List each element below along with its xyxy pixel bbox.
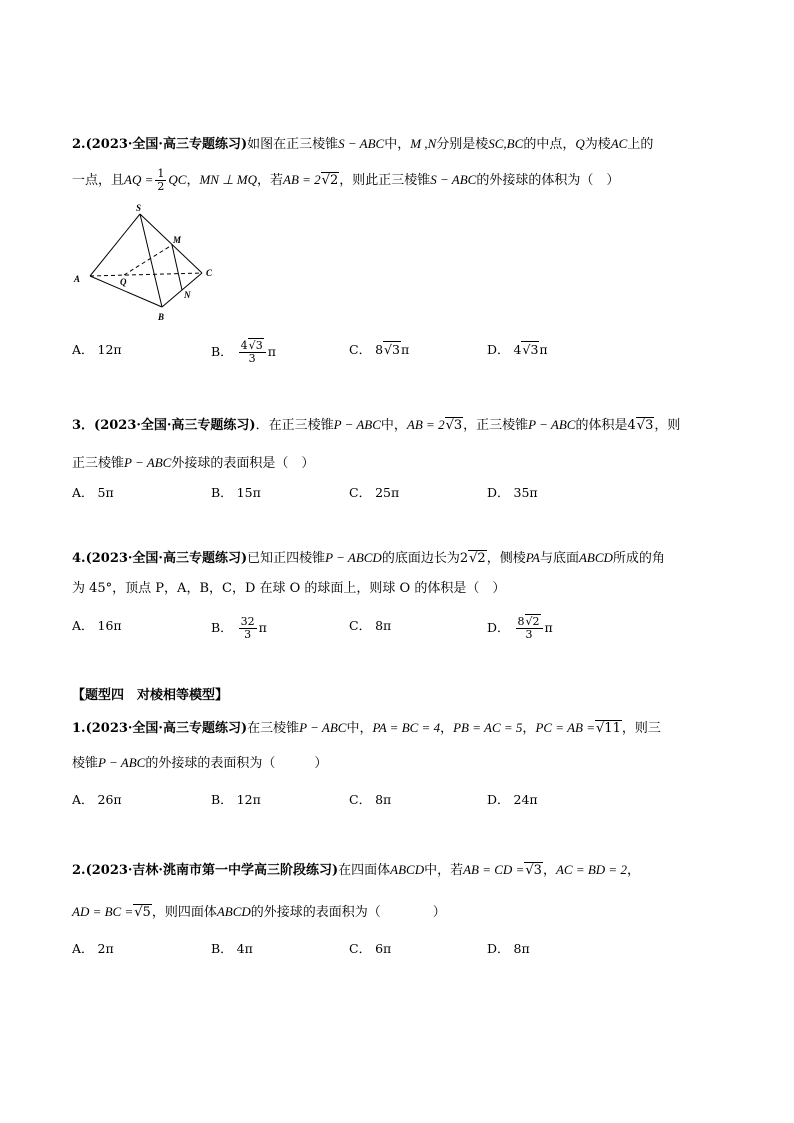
q3-line-1: 3．(2023·全国·高三专题练习)．在正三棱锥P − ABC中，AB = 2√3，正三棱锥P − ABC的体积是4√3，则 [72, 417, 681, 433]
label-M: M [173, 235, 182, 245]
q3-option-d[interactable]: D． 35π [487, 485, 538, 500]
s1-option-b[interactable]: B． 12π [211, 792, 261, 807]
label-Q: Q [120, 277, 127, 287]
s1-option-a[interactable]: A． 26π [72, 792, 122, 807]
q4-line-2: 为 45°，顶点 P，A，B，C，D 在球 O 的球面上，则球 O 的体积是（ ） [72, 581, 506, 596]
q3-line-2: 正三棱锥P − ABC外接球的表面积是（ ） [72, 455, 315, 471]
s1-option-d[interactable]: D． 24π [487, 792, 538, 807]
label-N: N [184, 290, 191, 300]
sqrt: √2 [321, 173, 339, 188]
q2-option-c[interactable]: C． 8√3π [349, 342, 410, 357]
s2-line-2: AD = BC =√5，则四面体ABCD的外接球的表面积为（ ） [72, 904, 446, 920]
q3-option-a[interactable]: A． 5π [72, 485, 114, 500]
q2-option-d[interactable]: D． 4√3π [487, 342, 548, 357]
s2-option-d[interactable]: D． 8π [487, 941, 530, 956]
q4-option-c[interactable]: C． 8π [349, 618, 392, 633]
q4-option-a[interactable]: A． 16π [72, 618, 122, 633]
q4-line-1: 4.(2023·全国·高三专题练习)已知正四棱锥P − ABCD的底面边长为2√2，侧棱PA与底面ABCD所成的角 [72, 550, 665, 566]
q2-line-2: 一点，且AQ = $\frac{1}{2}$ QC，MN ⊥ MQ，若AB = 2√2，则此正三棱锥S − ABC的外接球的体积为（ ） [72, 167, 620, 193]
q2-option-a[interactable]: A． 12π [72, 342, 122, 357]
s2-option-a[interactable]: A． 2π [72, 941, 114, 956]
s1-line-1: 1.(2023·全国·高三专题练习)在三棱锥P − ABC中，PA = BC = 4，PB = AC = 5，PC = AB =√11，则三 [72, 720, 661, 736]
s1-option-c[interactable]: C． 8π [349, 792, 392, 807]
label-A: A [74, 274, 81, 284]
section-heading: 【题型四 对棱相等模型】 [72, 688, 229, 703]
q2-option-b[interactable]: B． $\frac{4√3}{3}$ π [211, 339, 276, 365]
q3-option-b[interactable]: B． 15π [211, 485, 261, 500]
label-S: S [136, 203, 142, 213]
s2-option-b[interactable]: B． 4π [211, 941, 253, 956]
q4-option-d[interactable]: D． $\frac{8√2}{3}$ π [487, 615, 553, 641]
label-C: C [206, 268, 213, 278]
s1-line-2: 棱锥P − ABC的外接球的表面积为（ ） [72, 755, 328, 771]
q4-option-b[interactable]: B． $\frac{32}{3}$ π [211, 615, 267, 641]
q2-fraction: $\frac{1}{2}$ [157, 167, 165, 193]
s2-option-c[interactable]: C． 6π [349, 941, 392, 956]
label-B: B [158, 312, 165, 322]
q2-line-1: 2.(2023·全国·高三专题练习)如图在正三棱锥S − ABC中，M ,N分别是棱SC,BC的中点，Q为棱AC上的 [72, 136, 654, 152]
q3-option-c[interactable]: C． 25π [349, 485, 400, 500]
pyramid-figure [72, 200, 222, 325]
s2-line-1: 2.(2023·吉林·洮南市第一中学高三阶段练习)在四面体ABCD中，若AB = CD =√3，AC = BD = 2， [72, 862, 640, 878]
